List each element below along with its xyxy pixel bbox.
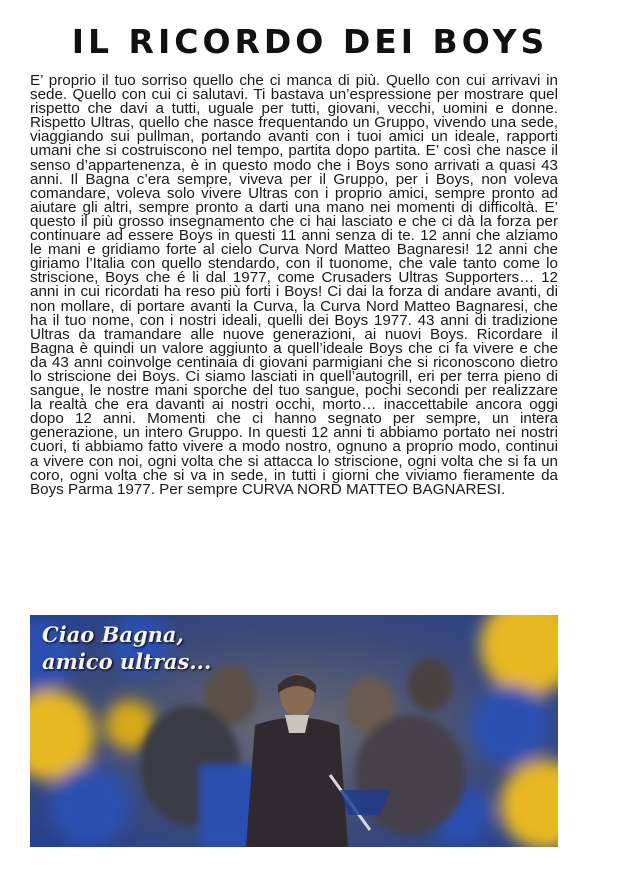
article-body: E’ proprio il tuo sorriso quello che ci manca di più. Quello con cui arrivavi in sede. Quello con cui ci salutavi. Ti bastava un’espressione per mostrare quel rispetto che davi a tutti, uguale per tutti, giovani, vecchi, uomini e donne. Rispetto Ultras, quello che nasce frequentando un Gruppo, vivendo una sede, viaggiando sui pullman, portando avanti con i tuoi amici un ideale, rapporti umani che si costruiscono nel tempo, partita dopo partita. E’ così che nasce il senso d’appartenenza, è in questo modo che i Boys sono arrivati a quasi 43 anni. Il Bagna c’era sempre, viveva per il Gruppo, per i Boys, non voleva comandare, voleva solo vivere Ultras con i proprio amici, sempre pronto ad aiutare gli altri, sempre pronto a darti una mano nei momenti di difficoltà. E’ questo il più grosso insegnamento che ci hai lasciato e che ci dà la forza per continuare ad essere Boys in questi 11 anni senza di te. 12 anni che alziamo le mani e gridiamo forte al cielo Curva Nord Matteo Bagnaresi! 12 anni che giriamo l’Italia con quello stendardo, con il tuonome, che vale tanto come lo striscione, Boys che é li dal 1977, come Crusaders Ultras Supporters… 12 anni in cui ricordati ha reso più forti i Boys! Ci dai la forza di andare avanti, di non mollare, di portare avanti la Curva, la Curva Nord Matteo Bagnaresi, che ha il tuo nome, con i nostri ideali, quelli dei Boys 1977. 43 anni di tradizione Ultras da tramandare alle nuove generazioni, ai nuovi Boys. Ricordare il Bagna è quindi un valore aggiunto a quell’ideale Boys che ci fa vivere e che da 43 anni coinvolge centinaia di giovani parmigiani che si riconoscono dietro lo striscione dei Boys. Ci siamo lasciati in quell’autogrill, eri per terra pieno di sangue, le nostre mani sporche del tuo sangue, pochi secondi per realizzare la realtà che era davanti ai nostri occhi, morto… inaccettabile ancora oggi dopo 12 anni. Momenti che ci hanno segnato per sempre, un intera generazione, un intero Gruppo. In questi 12 anni ti abbiamo portato nei nostri cuori, ti abbiamo fatto vivere a modo nostro, ognuno a proprio modo, continui a vivere con noi, ogni volta che si attacca lo striscione, ogni volta che si fa un coro, ogni volta che si va in sede, in tutti i giorni che viviamo fieramente da Boys Parma 1977. Per sempre CURVA NORD MATTEO BAGNARESI. xyxy=(30,72,558,498)
photo-caption-line1: Ciao Bagna, xyxy=(42,622,184,647)
photo-caption-line2: amico ultras... xyxy=(42,649,212,674)
memorial-photo xyxy=(30,615,558,847)
page-title: IL RICORDO DEI BOYS xyxy=(71,22,549,61)
